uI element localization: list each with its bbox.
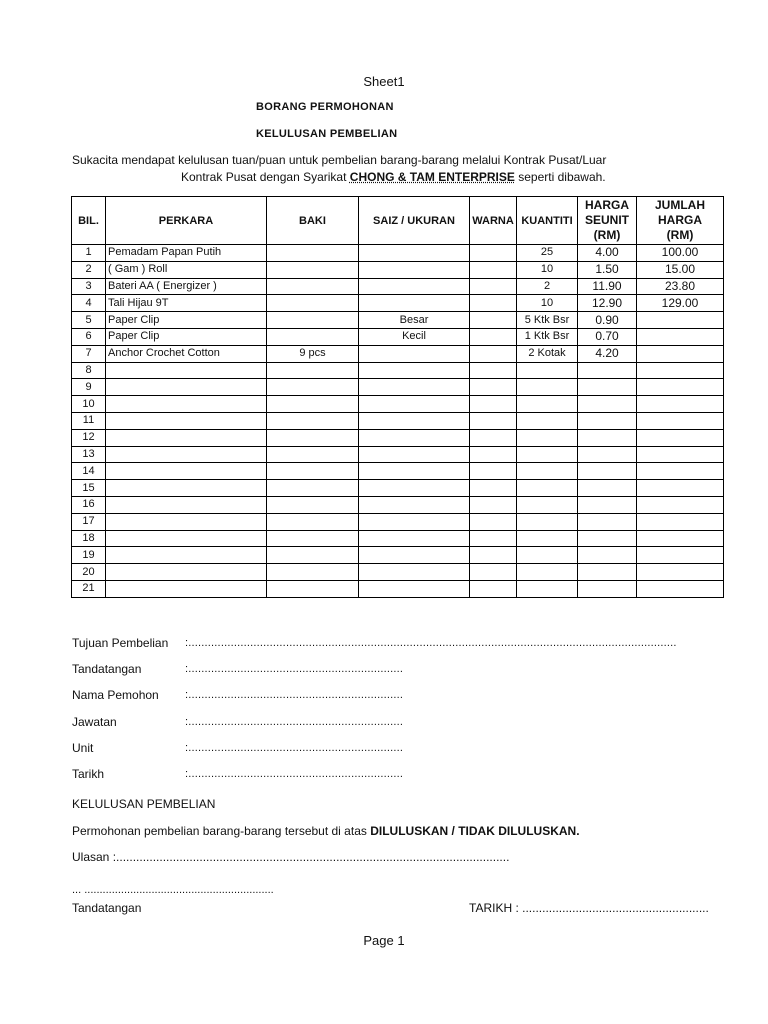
cell-perkara: Anchor Crochet Cotton: [106, 345, 267, 362]
cell-harga: [578, 379, 637, 396]
cell-warna: [470, 278, 517, 295]
form-subheading: KELULUSAN PEMBELIAN: [256, 128, 398, 140]
cell-warna: [470, 412, 517, 429]
cell-warna: [470, 429, 517, 446]
cell-saiz: [359, 480, 470, 497]
cell-jumlah: [637, 328, 724, 345]
cell-saiz: [359, 564, 470, 581]
cell-kuantiti: [517, 496, 578, 513]
header-baki: BAKI: [267, 197, 359, 245]
cell-jumlah: [637, 429, 724, 446]
cell-perkara: [106, 463, 267, 480]
cell-warna: [470, 312, 517, 329]
ulasan-field[interactable]: Ulasan :......................................................................................................................: [72, 850, 510, 864]
cell-jumlah: [637, 480, 724, 497]
cell-warna: [470, 480, 517, 497]
cell-kuantiti: [517, 547, 578, 564]
header-perkara: PERKARA: [106, 197, 267, 245]
cell-baki: [267, 429, 359, 446]
cell-kuantiti: [517, 362, 578, 379]
approval-prefix: Permohonan pembelian barang-barang tersebut di atas: [72, 824, 367, 838]
cell-saiz: [359, 278, 470, 295]
cell-perkara: [106, 429, 267, 446]
header-jumlah-line3: (RM): [666, 228, 694, 242]
cell-baki: [267, 530, 359, 547]
header-harga-line1: HARGA: [585, 198, 629, 212]
tujuan-field[interactable]: :......................................................................................................................................................: [185, 637, 677, 649]
table-row: [72, 429, 724, 446]
cell-bil: 15: [72, 480, 106, 497]
cell-kuantiti: 2: [517, 278, 578, 295]
table-row: [72, 412, 724, 429]
cell-saiz: [359, 513, 470, 530]
table-row: [72, 278, 724, 295]
cell-baki: [267, 496, 359, 513]
cell-perkara: Bateri AA ( Energizer ): [106, 278, 267, 295]
cell-kuantiti: [517, 580, 578, 597]
unit-field[interactable]: :..................................................................: [185, 742, 404, 754]
cell-baki: [267, 547, 359, 564]
cell-bil: 10: [72, 396, 106, 413]
cell-jumlah: [637, 412, 724, 429]
cell-perkara: Paper Clip: [106, 312, 267, 329]
cell-jumlah: [637, 312, 724, 329]
items-table: [71, 196, 724, 598]
cell-harga: [578, 530, 637, 547]
cell-harga: 0.70: [578, 328, 637, 345]
cell-warna: [470, 295, 517, 312]
cell-warna: [470, 547, 517, 564]
cell-saiz: [359, 245, 470, 262]
cell-perkara: Tali Hijau 9T: [106, 295, 267, 312]
cell-jumlah: [637, 446, 724, 463]
cell-harga: [578, 396, 637, 413]
cell-bil: 2: [72, 261, 106, 278]
cell-warna: [470, 362, 517, 379]
cell-harga: [578, 547, 637, 564]
jawatan-field[interactable]: :..................................................................: [185, 716, 404, 728]
table-row: [72, 245, 724, 262]
cell-perkara: [106, 547, 267, 564]
header-bil: BIL.: [72, 197, 106, 245]
table-row: [72, 463, 724, 480]
cell-saiz: [359, 547, 470, 564]
cell-jumlah: [637, 564, 724, 581]
cell-baki: [267, 245, 359, 262]
cell-jumlah: 23.80: [637, 278, 724, 295]
cell-warna: [470, 261, 517, 278]
cell-warna: [470, 530, 517, 547]
form-heading: BORANG PERMOHONAN: [256, 101, 394, 113]
cell-warna: [470, 513, 517, 530]
cell-warna: [470, 463, 517, 480]
approval-title: KELULUSAN PEMBELIAN: [72, 797, 216, 811]
cell-bil: 18: [72, 530, 106, 547]
cell-perkara: Paper Clip: [106, 328, 267, 345]
cell-warna: [470, 564, 517, 581]
cell-harga: [578, 446, 637, 463]
cell-kuantiti: [517, 379, 578, 396]
cell-bil: 5: [72, 312, 106, 329]
cell-harga: [578, 564, 637, 581]
cell-kuantiti: [517, 564, 578, 581]
table-row: [72, 530, 724, 547]
cell-kuantiti: [517, 480, 578, 497]
cell-harga: 4.20: [578, 345, 637, 362]
cell-saiz: [359, 345, 470, 362]
cell-baki: [267, 446, 359, 463]
cell-jumlah: [637, 547, 724, 564]
cell-jumlah: [637, 379, 724, 396]
cell-saiz: [359, 580, 470, 597]
cell-jumlah: 100.00: [637, 245, 724, 262]
cell-saiz: Besar: [359, 312, 470, 329]
table-header-row: [72, 197, 724, 245]
page-number: Page 1: [363, 933, 405, 948]
cell-saiz: Kecil: [359, 328, 470, 345]
cell-kuantiti: [517, 396, 578, 413]
cell-warna: [470, 379, 517, 396]
cell-saiz: [359, 446, 470, 463]
header-kuantiti: KUANTITI: [517, 197, 578, 245]
cell-harga: [578, 480, 637, 497]
approval-date-field[interactable]: TARIKH : ........................................................: [469, 901, 709, 915]
cell-warna: [470, 245, 517, 262]
cell-saiz: [359, 496, 470, 513]
cell-baki: [267, 328, 359, 345]
cell-saiz: [359, 429, 470, 446]
cell-jumlah: [637, 396, 724, 413]
cell-bil: 13: [72, 446, 106, 463]
cell-harga: [578, 580, 637, 597]
nama-pemohon-field[interactable]: :..................................................................: [185, 689, 404, 701]
cell-kuantiti: [517, 412, 578, 429]
table-row: [72, 379, 724, 396]
cell-baki: 9 pcs: [267, 345, 359, 362]
header-warna: WARNA: [470, 197, 517, 245]
cell-perkara: [106, 362, 267, 379]
cell-harga: [578, 362, 637, 379]
cell-bil: 3: [72, 278, 106, 295]
cell-jumlah: 15.00: [637, 261, 724, 278]
cell-jumlah: [637, 530, 724, 547]
sheet-title: Sheet1: [363, 74, 405, 89]
cell-baki: [267, 463, 359, 480]
table-row: [72, 295, 724, 312]
cell-jumlah: [637, 580, 724, 597]
cell-saiz: [359, 379, 470, 396]
signature-line[interactable]: ... ..............................................................: [72, 884, 274, 896]
cell-baki: [267, 312, 359, 329]
cell-perkara: [106, 480, 267, 497]
cell-kuantiti: 2 Kotak: [517, 345, 578, 362]
table-row: [72, 396, 724, 413]
signature-label: Tandatangan: [72, 901, 142, 915]
cell-perkara: ( Gam ) Roll: [106, 261, 267, 278]
cell-kuantiti: [517, 429, 578, 446]
cell-baki: [267, 278, 359, 295]
cell-bil: 4: [72, 295, 106, 312]
company-name: CHONG & TAM ENTERPRISE: [349, 170, 515, 184]
cell-jumlah: [637, 496, 724, 513]
table-row: [72, 513, 724, 530]
cell-bil: 20: [72, 564, 106, 581]
cell-kuantiti: [517, 446, 578, 463]
cell-baki: [267, 379, 359, 396]
cell-jumlah: [637, 345, 724, 362]
cell-bil: 14: [72, 463, 106, 480]
cell-perkara: [106, 446, 267, 463]
table-row: [72, 328, 724, 345]
cell-saiz: [359, 530, 470, 547]
cell-perkara: [106, 396, 267, 413]
cell-bil: 16: [72, 496, 106, 513]
cell-warna: [470, 345, 517, 362]
cell-warna: [470, 446, 517, 463]
cell-harga: 1.50: [578, 261, 637, 278]
intro-line-2: [181, 170, 606, 184]
header-harga-seunit: [578, 197, 637, 245]
cell-bil: 17: [72, 513, 106, 530]
cell-perkara: [106, 496, 267, 513]
header-harga-line2: SEUNIT: [584, 213, 629, 227]
cell-harga: 11.90: [578, 278, 637, 295]
approval-decision: DILULUSKAN / TIDAK DILULUSKAN.: [370, 824, 580, 838]
header-jumlah-harga: [637, 197, 724, 245]
cell-kuantiti: 10: [517, 261, 578, 278]
cell-baki: [267, 396, 359, 413]
cell-warna: [470, 328, 517, 345]
cell-bil: 8: [72, 362, 106, 379]
cell-jumlah: 129.00: [637, 295, 724, 312]
cell-baki: [267, 295, 359, 312]
header-harga-line3: (RM): [593, 228, 621, 242]
cell-warna: [470, 580, 517, 597]
header-jumlah-line2: HARGA: [658, 213, 702, 227]
cell-kuantiti: 5 Ktk Bsr: [517, 312, 578, 329]
tarikh-label: Tarikh: [72, 767, 105, 781]
cell-baki: [267, 261, 359, 278]
table-row: [72, 446, 724, 463]
cell-perkara: [106, 530, 267, 547]
cell-baki: [267, 412, 359, 429]
cell-jumlah: [637, 463, 724, 480]
cell-harga: [578, 429, 637, 446]
cell-harga: [578, 496, 637, 513]
cell-baki: [267, 564, 359, 581]
tujuan-label: Tujuan Pembelian: [72, 636, 169, 650]
header-jumlah-line1: JUMLAH: [655, 198, 705, 212]
cell-saiz: [359, 396, 470, 413]
cell-perkara: [106, 412, 267, 429]
cell-jumlah: [637, 362, 724, 379]
cell-kuantiti: [517, 463, 578, 480]
cell-jumlah: [637, 513, 724, 530]
tandatangan-label: Tandatangan: [72, 662, 142, 676]
cell-harga: [578, 463, 637, 480]
cell-warna: [470, 396, 517, 413]
table-row: [72, 480, 724, 497]
cell-perkara: [106, 564, 267, 581]
cell-bil: 21: [72, 580, 106, 597]
cell-harga: 0.90: [578, 312, 637, 329]
cell-warna: [470, 496, 517, 513]
cell-saiz: [359, 362, 470, 379]
table-row: [72, 345, 724, 362]
cell-baki: [267, 580, 359, 597]
cell-bil: 11: [72, 412, 106, 429]
intro-line-1: Sukacita mendapat kelulusan tuan/puan untuk pembelian barang-barang melalui Kontrak Pusat/Luar: [72, 153, 607, 167]
cell-saiz: [359, 463, 470, 480]
cell-kuantiti: 10: [517, 295, 578, 312]
cell-perkara: Pemadam Papan Putih: [106, 245, 267, 262]
table-row: [72, 312, 724, 329]
cell-kuantiti: 1 Ktk Bsr: [517, 328, 578, 345]
cell-saiz: [359, 412, 470, 429]
cell-kuantiti: [517, 530, 578, 547]
intro-prefix: Kontrak Pusat dengan Syarikat: [181, 170, 347, 184]
cell-harga: 4.00: [578, 245, 637, 262]
cell-bil: 6: [72, 328, 106, 345]
cell-harga: [578, 412, 637, 429]
cell-perkara: [106, 580, 267, 597]
cell-perkara: [106, 379, 267, 396]
nama-pemohon-label: Nama Pemohon: [72, 688, 159, 702]
cell-perkara: [106, 513, 267, 530]
table-row: [72, 547, 724, 564]
cell-bil: 19: [72, 547, 106, 564]
table-row: [72, 580, 724, 597]
cell-saiz: [359, 261, 470, 278]
header-saiz: SAIZ / UKURAN: [359, 197, 470, 245]
table-row: [72, 564, 724, 581]
tandatangan-field[interactable]: :..................................................................: [185, 663, 404, 675]
approval-statement: [72, 824, 580, 838]
table-row: [72, 261, 724, 278]
cell-kuantiti: 25: [517, 245, 578, 262]
cell-kuantiti: [517, 513, 578, 530]
cell-harga: [578, 513, 637, 530]
cell-bil: 7: [72, 345, 106, 362]
cell-bil: 9: [72, 379, 106, 396]
tarikh-field[interactable]: :..................................................................: [185, 768, 404, 780]
table-row: [72, 496, 724, 513]
table-row: [72, 362, 724, 379]
cell-bil: 1: [72, 245, 106, 262]
cell-baki: [267, 513, 359, 530]
jawatan-label: Jawatan: [72, 715, 117, 729]
cell-baki: [267, 480, 359, 497]
cell-baki: [267, 362, 359, 379]
cell-bil: 12: [72, 429, 106, 446]
intro-suffix: seperti dibawah.: [518, 170, 606, 184]
unit-label: Unit: [72, 741, 94, 755]
cell-harga: 12.90: [578, 295, 637, 312]
cell-saiz: [359, 295, 470, 312]
